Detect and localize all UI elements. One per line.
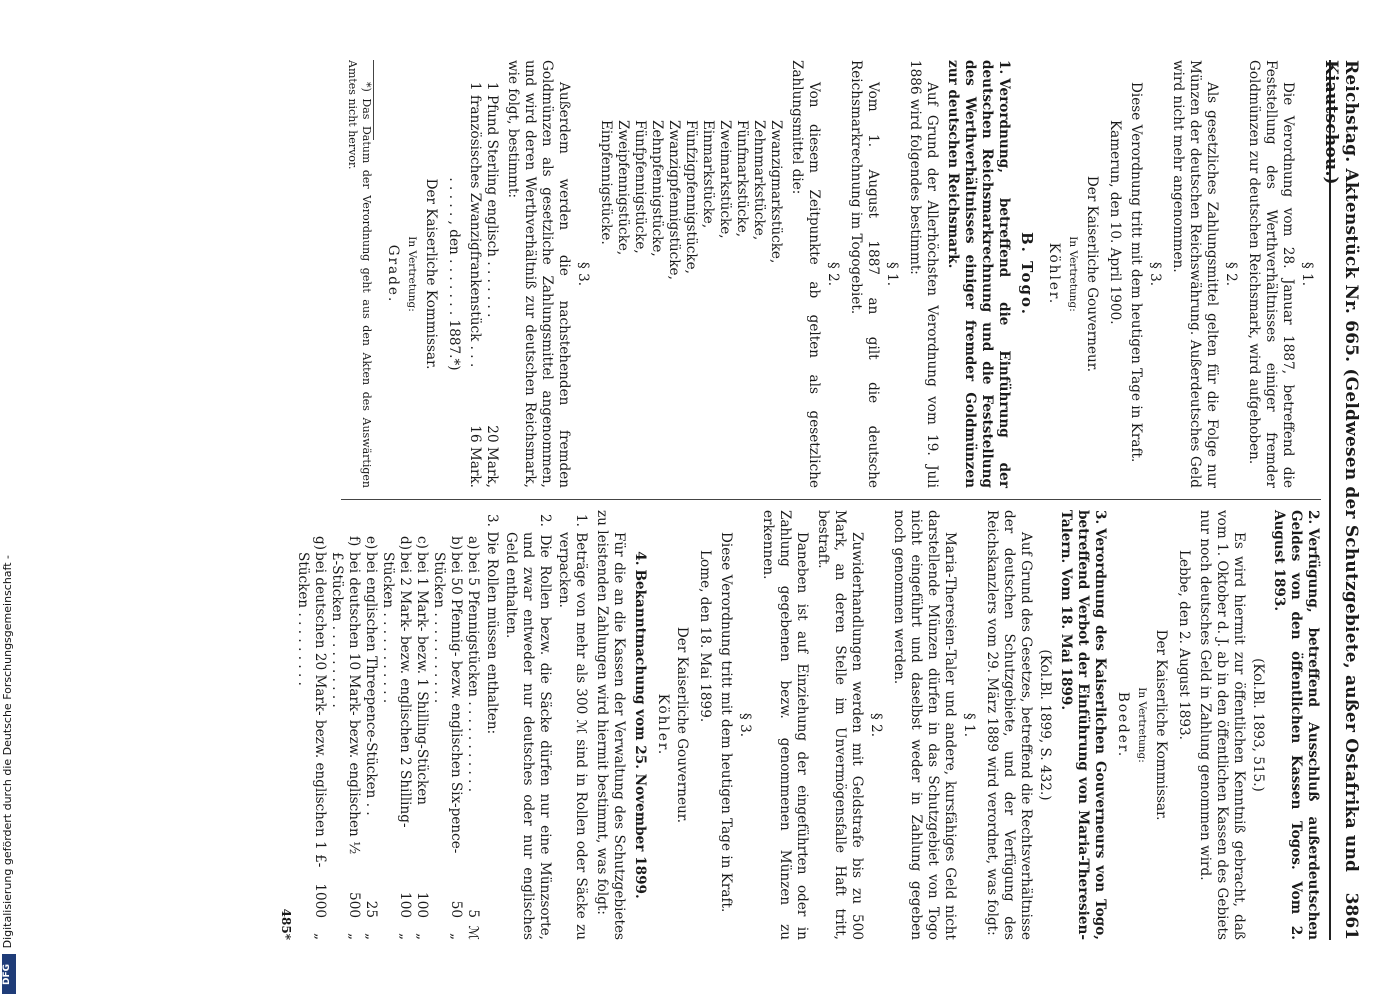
paragraph: Diese Verordnung tritt mit dem heutigen Tage in Kraft. (1128, 82, 1144, 463)
sub-item (328, 536, 362, 940)
paragraph: Auf Grund des Gesetzes, betreffend die Rechtsverhältnisse der deutschen Schutzgebiete, und der Verfügung des Reichskanzlers vom 29. März 1889 wird verordnet, was folgt: (984, 510, 1034, 940)
sub-item (294, 536, 328, 940)
list-item: Fünfzigpfennigstücke, (683, 120, 699, 274)
ordinance-number: 2. (1305, 510, 1321, 525)
rate-amount: 20 Mark, (484, 425, 500, 488)
section-label: § 2. (868, 712, 884, 738)
section-label: § 3. (1147, 261, 1163, 287)
paragraph: Diese Verordnung tritt mit dem heutigen Tage in Kraft. (718, 532, 734, 913)
paragraph: Maria-Theresien-Taler und andere, kursfähiges Geld nicht darstellende Münzen dürfen in das Schutzgebiet von Togo nicht eingeführt und daselbst weder in Zahlung gegeben noch genommen werden. (891, 510, 958, 940)
sub-text: bei 50 Pfennig- bezw. englischen Six-pence-Stücken . . . . . . . . . . . (431, 552, 464, 854)
sub-letter: f) (346, 536, 362, 547)
sub-item (362, 536, 379, 940)
list-item (502, 510, 553, 940)
item-text: Beträge von mehr als 300 ℳ sind in Rollen oder Säcke zu verpacken. (556, 532, 589, 940)
sub-unit: „ (312, 932, 328, 940)
list-item: Zehnpfennigstücke, (649, 120, 665, 257)
sub-text: bei 2 Mark- bezw. englischen 2 Shilling-Stücken . . . . . . . . . . . (380, 552, 413, 828)
list-item: Zwanzigmarkstücke, (768, 120, 784, 264)
signer-title: Der Kaiserliche Gouverneur. (1084, 175, 1100, 373)
sub-amount: 25 (363, 900, 379, 918)
sub-letter: b) (448, 536, 464, 551)
section-heading: B. Togo. (1018, 231, 1036, 317)
rate-amount: 16 Mark. (467, 425, 483, 488)
coin-list (597, 120, 784, 488)
signer-title: Der Kaiserliche Kommissar. (1153, 629, 1169, 821)
signer-deputy: In Vertretung: (1067, 236, 1079, 312)
sub-item (379, 536, 413, 940)
list-item: Einmarkstücke, (700, 120, 716, 229)
dfg-logo: DFG (2, 954, 16, 994)
ordinance-number: 3. (1092, 510, 1108, 525)
item-number: 1. (573, 514, 589, 527)
reference: (Kol.Bl. 1899, S. 432.) (1037, 649, 1053, 801)
ordinance-title: Verordnung, betreffend die Einführung der deutschen Reichsmarkrechnung und die Feststellung des Werthverhältnisses einiger fremder Goldmünzen zur deutschen Reichsmark. (945, 60, 1012, 488)
signer-deputy: In Vertretung: (1136, 687, 1148, 763)
ordinance-heading (944, 60, 1012, 488)
column-divider (341, 499, 1321, 500)
sub-amount: 500 (346, 892, 362, 918)
sub-amount: 50 (448, 900, 464, 918)
sub-item (430, 536, 464, 940)
signer-title: Der Kaiserliche Gouverneur. (674, 626, 690, 824)
sub-item (413, 536, 430, 940)
sub-unit: „ (414, 932, 430, 940)
page-number: 3861 (1341, 892, 1361, 940)
ordinance-heading (1270, 510, 1321, 940)
ordinance-title: Verordnung des Kaiserlichen Gouverneurs von Togo, betreffend Verbot der Einführung von Maria-Theresien-Talern. Vom 18. Mai 1899. (1058, 510, 1108, 940)
signer-title: Der Kaiserliche Kommissar. (423, 178, 439, 370)
list-item: Zehnmarkstücke, (751, 120, 767, 241)
sub-item (464, 536, 481, 940)
rate-label: 1 Pfund Sterling englisch . . . . . . . (484, 82, 500, 318)
signer-name: Köhler. (655, 693, 671, 757)
list-item: Zwanzigpfennigstücke, (666, 120, 682, 280)
list-item (483, 510, 500, 940)
signer-name: Grade. (385, 244, 401, 304)
footnote: *) Das Datum der Verordnung geht aus den Akten des Auswärtigen Amtes nicht hervor. (346, 60, 373, 488)
section-label: § 2. (1223, 261, 1239, 287)
ordinance-number: 4. (632, 551, 648, 566)
list-item: Zweipfennigstücke, (615, 120, 631, 256)
signer-name: Köhler. (1046, 242, 1062, 306)
paragraph: Es wird hiermit zur öffentlichen Kenntniß gebracht, daß vom 1. Oktober d. J. ab in den öffentlichen Kassen des Gebiets nur noch deutsches Geld in Zahlung genommen wird. (1197, 510, 1247, 940)
item-text: Die Rollen müssen enthalten: (484, 531, 500, 735)
place-date: Kamerun, den 10. April 1900. (1107, 120, 1123, 325)
paragraph: Auf Grund der Allerhöchsten Verordnung vom 19. Juli 1886 wird folgendes bestimmt: (907, 60, 940, 488)
left-column (341, 60, 1321, 488)
reference: (Kol.Bl. 1893, 515.) (1250, 658, 1266, 792)
sub-amount: 5 (465, 909, 481, 918)
ordinance-number: 1. (996, 60, 1012, 75)
sub-text: bei 1 Mark- bezw. 1 Shilling-Stücken (414, 552, 430, 806)
digitization-credit (0, 0, 16, 1000)
sub-text: bei deutschen 20 Mark- bezw. englischen 1 £-Stücken . . . . . . . . . (295, 552, 328, 868)
list-item: Einpfennigstücke. (598, 120, 614, 245)
list-item: Fünfmarkstücke, (734, 120, 750, 238)
paragraph: Vom 1. August 1887 an gilt die deutsche Reichsmarkrechnung im Togogebiet. (848, 60, 881, 488)
sub-letter: g) (312, 536, 328, 551)
section-label: § 3. (575, 261, 591, 287)
list-item (555, 510, 589, 940)
sub-unit: „ (346, 932, 362, 940)
ordinance-heading (1057, 510, 1108, 940)
signer-name: Boeder. (1115, 691, 1131, 759)
ordinance-heading (631, 510, 648, 940)
place-date: Lebbe, den 2. August 1893. (1176, 550, 1192, 740)
signer-deputy: In Vertretung: (406, 236, 418, 312)
section-label: § 1. (1299, 261, 1315, 287)
sub-amount: 100 (397, 892, 413, 918)
item-number: 2. (537, 514, 553, 527)
sub-letter: d) (397, 536, 413, 551)
paragraph: Außerdem werden die nachstehenden fremden Goldmünzen als gesetzliche Zahlungsmittel angenommen, und wird deren Werthverhältniß zur deutschen Reichsmark, wie folgt, bestimmt: (505, 60, 572, 488)
paragraph: Die Verordnung vom 28. Januar 1887, betreffend die Feststellung des Werthverhältnisses einiger fremder Goldmünzen zur deutschen Reichsmark, wird aufgehoben. (1246, 60, 1296, 488)
section-label: § 2. (825, 261, 841, 287)
sub-text: bei 5 Pfennigstücken . . . . . . . . . . . (465, 552, 481, 793)
header-title: Reichstag. Aktenstück Nr. 665. (Geldwesen der Schutzgebiete, außer Ostafrika und Kiautschou.) (1321, 60, 1361, 873)
sub-unit: ℳ (465, 925, 481, 940)
item-text: Die Rollen bezw. die Säcke dürfen nur eine Münzsorte, und zwar entweder nur deutsches oder nur englisches Geld enthalten. (503, 532, 553, 941)
rate-row (466, 82, 483, 488)
paragraph: Für die an die Kassen der Verwaltung des Schutzgebietes zu leistenden Zahlungen wird hiermit bestimmt, was folgt: (594, 510, 627, 940)
rate-label: 1 französisches Zwanzigfrankenstück . . . (467, 82, 483, 368)
page-footer-mark: 485* (279, 908, 293, 940)
footnote-rule (373, 60, 374, 140)
credit-text: Digitalisierung gefördert durch die Deutsche Forschungsgemeinschaft - (1, 554, 14, 948)
sub-unit: „ (397, 932, 413, 940)
rate-row (483, 82, 500, 488)
item-number: 3. (484, 514, 500, 527)
sub-text: bei englischen Threepence-Stücken . . (363, 552, 379, 816)
ordinance-title: Verfügung, betreffend Ausschluß außerdeutschen Geldes von den öffentlichen Kassen Togos. Vom 2. August 1893. (1271, 510, 1321, 940)
sub-amount: 1000 (312, 883, 328, 918)
sub-unit: „ (448, 932, 464, 940)
right-column (294, 510, 1321, 940)
place-date: Lome, den 18. Mai 1899. (697, 550, 713, 723)
sub-amount: 100 (414, 892, 430, 918)
paragraph: Zuwiderhandlungen werden mit Geldstrafe bis zu 500 Mark, an deren Stelle im Unvermögensfalle Haft tritt, bestraft. (815, 510, 865, 940)
paragraph: Daneben ist auf Einziehung der eingeführten oder in Zahlung gegebenen bezw. genommenen Münzen zu erkennen. (760, 510, 810, 940)
section-label: § 1. (961, 712, 977, 738)
sub-letter: e) (363, 536, 379, 550)
paragraph: Von diesem Zeitpunkte ab gelten als gesetzliche Zahlungsmittel die: (789, 60, 822, 488)
section-label: § 3. (737, 712, 753, 738)
sub-letter: a) (465, 536, 481, 550)
sub-letter: c) (414, 536, 430, 549)
ordinance-title: Bekanntmachung vom 25. November 1899. (632, 569, 648, 899)
sub-text: bei deutschen 10 Mark- bezw. englischen ½ £-Stücken . . . . . . . . . . (329, 552, 362, 855)
paragraph: Als gesetzliches Zahlungsmittel gelten für die Folge nur Münzen der deutschen Reichswährung. Außerdeutsches Geld wird nicht mehr angenommen. (1170, 60, 1220, 488)
list-item: Fünfpfennigstücke, (632, 120, 648, 254)
list-item: Zweimarkstücke, (717, 120, 733, 239)
sub-unit: „ (363, 932, 379, 940)
dated-line: . . . . . , den . . . . . . . 1887.*) (446, 177, 462, 371)
page-header (1321, 60, 1365, 940)
section-label: § 1. (884, 261, 900, 287)
